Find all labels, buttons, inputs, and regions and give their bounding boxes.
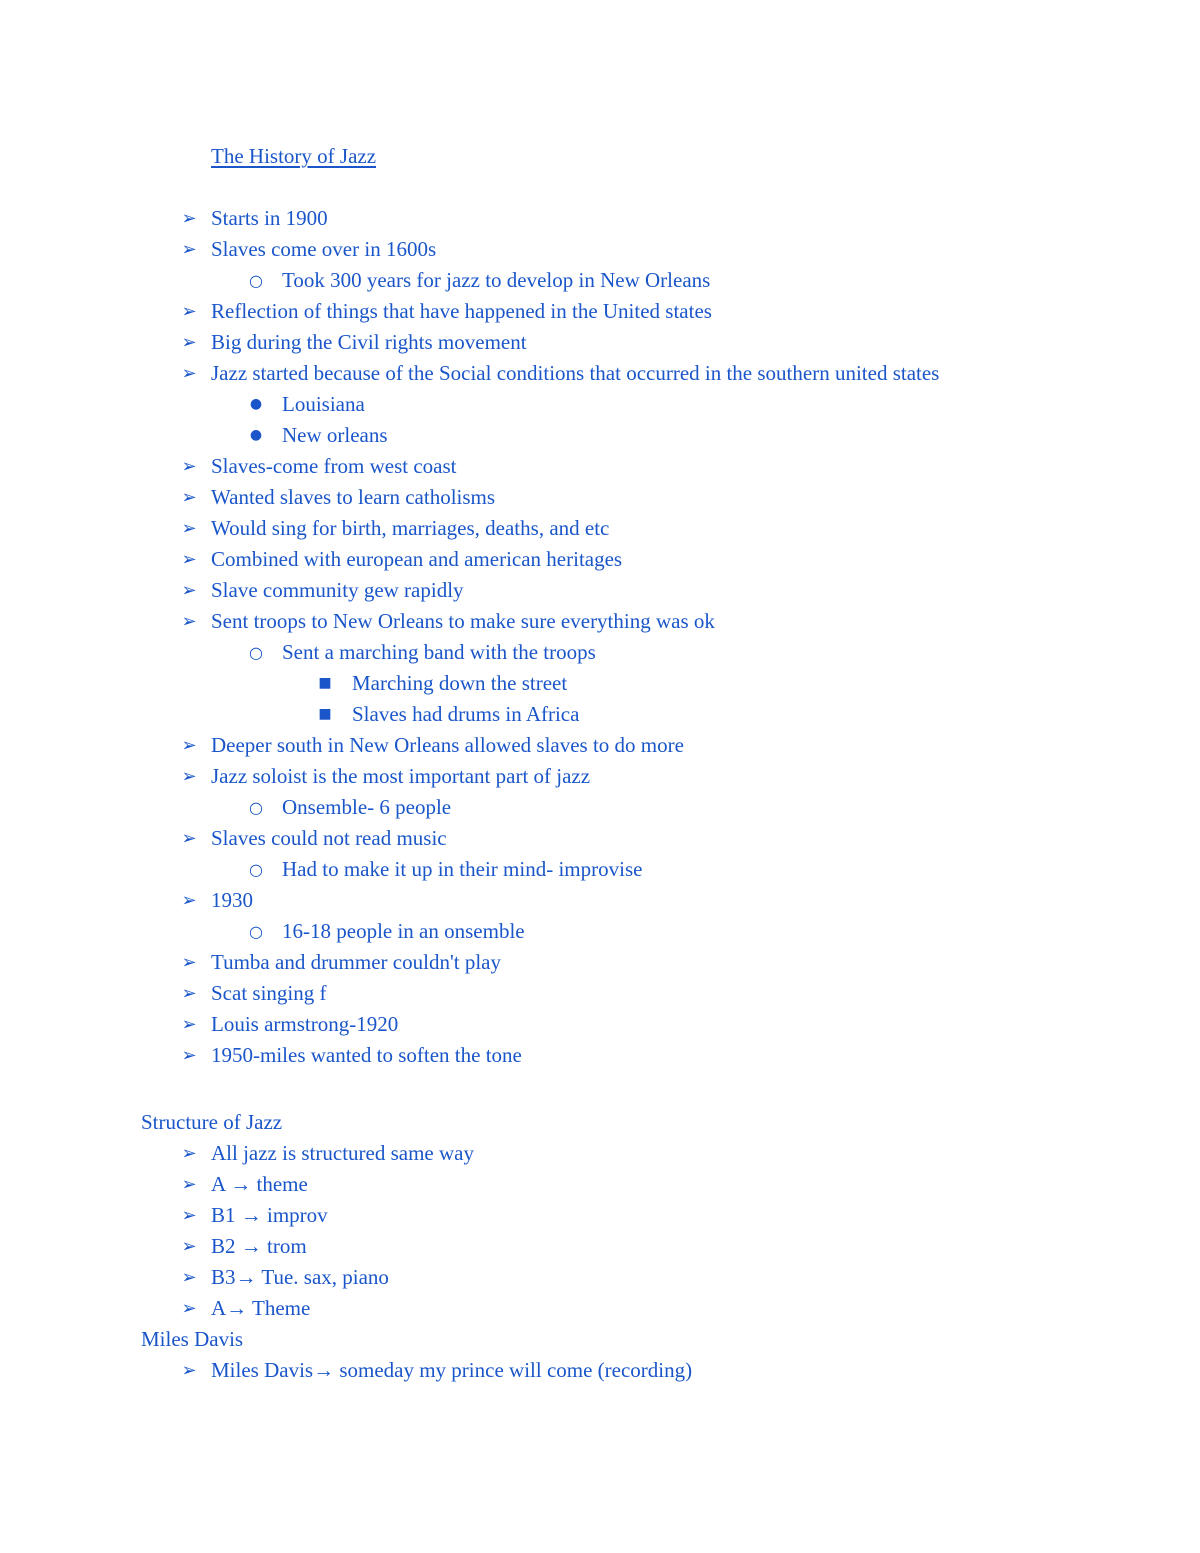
list-item-text: Slave community gew rapidly [211, 578, 464, 602]
list-item [0, 296, 1200, 327]
arrow-bullet-icon: ➢ [181, 828, 197, 849]
list-item-text: Miles Davis→ someday my prince will come (recording) [211, 1358, 693, 1382]
list-item [0, 916, 1200, 947]
miles-heading: Miles Davis [141, 1327, 244, 1351]
list-item [0, 203, 1200, 234]
arrow-bullet-icon: ➢ [181, 301, 197, 322]
arrow-bullet-icon: ➢ [181, 1045, 197, 1066]
list-item-text: Slaves could not read music [211, 826, 447, 850]
square-bullet-icon: ■ [318, 706, 332, 722]
list-item-text: 1930 [211, 888, 253, 912]
list-item [0, 358, 1200, 389]
list-item-text: Sent a marching band with the troops [282, 640, 596, 664]
filled-circle-bullet-icon: ● [249, 427, 263, 443]
hollow-circle-bullet-icon: ○ [249, 271, 263, 290]
list-item-text: Would sing for birth, marriages, deaths, and etc [211, 516, 610, 540]
arrow-bullet-icon: ➢ [181, 487, 197, 508]
arrow-bullet-icon: ➢ [181, 549, 197, 570]
list-item [0, 513, 1200, 544]
list-item [0, 699, 1200, 730]
list-item-text: B1 → improv [211, 1203, 328, 1227]
list-item-text: A → theme [211, 1172, 308, 1196]
hollow-circle-bullet-icon: ○ [249, 798, 263, 817]
list-item-text: B3→ Tue. sax, piano [211, 1265, 389, 1289]
list-item-text: Deeper south in New Orleans allowed slaves to do more [211, 733, 684, 757]
list-item-text: 16-18 people in an onsemble [282, 919, 525, 943]
list-item [0, 420, 1200, 451]
list-item [0, 823, 1200, 854]
arrow-bullet-icon: ➢ [181, 1174, 197, 1195]
arrow-bullet-icon: ➢ [181, 1143, 197, 1164]
list-item [0, 234, 1200, 265]
arrow-bullet-icon: ➢ [181, 766, 197, 787]
list-item-text: Tumba and drummer couldn't play [211, 950, 501, 974]
list-item-text: Slaves come over in 1600s [211, 237, 437, 261]
list-item-text: Wanted slaves to learn catholisms [211, 485, 496, 509]
arrow-bullet-icon: ➢ [181, 363, 197, 384]
list-item [0, 1169, 1200, 1200]
arrow-bullet-icon: ➢ [181, 580, 197, 601]
list-item [0, 947, 1200, 978]
list-item [0, 730, 1200, 761]
list-item [0, 482, 1200, 513]
hollow-circle-bullet-icon: ○ [249, 922, 263, 941]
list-item-text: B2 → trom [211, 1234, 307, 1258]
list-item-text: Reflection of things that have happened in the United states [211, 299, 712, 323]
list-item [0, 978, 1200, 1009]
arrow-bullet-icon: ➢ [181, 1236, 197, 1257]
list-item-text: A→ Theme [211, 1296, 311, 1320]
arrow-bullet-icon: ➢ [181, 1298, 197, 1319]
arrow-bullet-icon: ➢ [181, 983, 197, 1004]
list-item [0, 1293, 1200, 1324]
list-item-text: Took 300 years for jazz to develop in New Orleans [282, 268, 711, 292]
document-title: The History of Jazz [211, 144, 377, 168]
list-item [0, 389, 1200, 420]
square-bullet-icon: ■ [318, 675, 332, 691]
list-item-text: Starts in 1900 [211, 206, 328, 230]
list-item [0, 1138, 1200, 1169]
list-item [0, 451, 1200, 482]
arrow-bullet-icon: ➢ [181, 1205, 197, 1226]
list-item-text: Combined with european and american heritages [211, 547, 623, 571]
list-item [0, 575, 1200, 606]
list-item [0, 1009, 1200, 1040]
list-item [0, 1262, 1200, 1293]
list-item-text: Big during the Civil rights movement [211, 330, 527, 354]
hollow-circle-bullet-icon: ○ [249, 643, 263, 662]
list-item [0, 854, 1200, 885]
list-item [0, 544, 1200, 575]
arrow-bullet-icon: ➢ [181, 735, 197, 756]
arrow-bullet-icon: ➢ [181, 239, 197, 260]
list-item [0, 327, 1200, 358]
arrow-bullet-icon: ➢ [181, 890, 197, 911]
list-item [0, 1231, 1200, 1262]
list-item-text: Sent troops to New Orleans to make sure everything was ok [211, 609, 715, 633]
list-item-text: Louis armstrong-1920 [211, 1012, 399, 1036]
arrow-bullet-icon: ➢ [181, 208, 197, 229]
list-item [0, 1200, 1200, 1231]
list-item-text: All jazz is structured same way [211, 1141, 474, 1165]
list-item-text: New orleans [282, 423, 388, 447]
list-item-text: Louisiana [282, 392, 365, 416]
list-item [0, 606, 1200, 637]
list-item [0, 792, 1200, 823]
arrow-bullet-icon: ➢ [181, 518, 197, 539]
arrow-bullet-icon: ➢ [181, 456, 197, 477]
hollow-circle-bullet-icon: ○ [249, 860, 263, 879]
arrow-bullet-icon: ➢ [181, 332, 197, 353]
list-item-text: Jazz soloist is the most important part of jazz [211, 764, 591, 788]
arrow-bullet-icon: ➢ [181, 952, 197, 973]
list-item [0, 668, 1200, 699]
list-item [0, 1355, 1200, 1386]
list-item-text: Marching down the street [352, 671, 568, 695]
list-item-text: Had to make it up in their mind- improvise [282, 857, 643, 881]
list-item-text: Slaves-come from west coast [211, 454, 457, 478]
list-item [0, 761, 1200, 792]
filled-circle-bullet-icon: ● [249, 396, 263, 412]
list-item-text: Slaves had drums in Africa [352, 702, 580, 726]
list-item-text: Jazz started because of the Social conditions that occurred in the southern united states [211, 361, 940, 385]
arrow-bullet-icon: ➢ [181, 1360, 197, 1381]
arrow-bullet-icon: ➢ [181, 1267, 197, 1288]
list-item [0, 637, 1200, 668]
list-item [0, 265, 1200, 296]
list-item-text: 1950-miles wanted to soften the tone [211, 1043, 522, 1067]
list-item [0, 885, 1200, 916]
arrow-bullet-icon: ➢ [181, 1014, 197, 1035]
arrow-bullet-icon: ➢ [181, 611, 197, 632]
list-item [0, 1040, 1200, 1071]
list-item-text: Onsemble- 6 people [282, 795, 452, 819]
list-item-text: Scat singing f [211, 981, 327, 1005]
structure-heading: Structure of Jazz [141, 1110, 283, 1134]
